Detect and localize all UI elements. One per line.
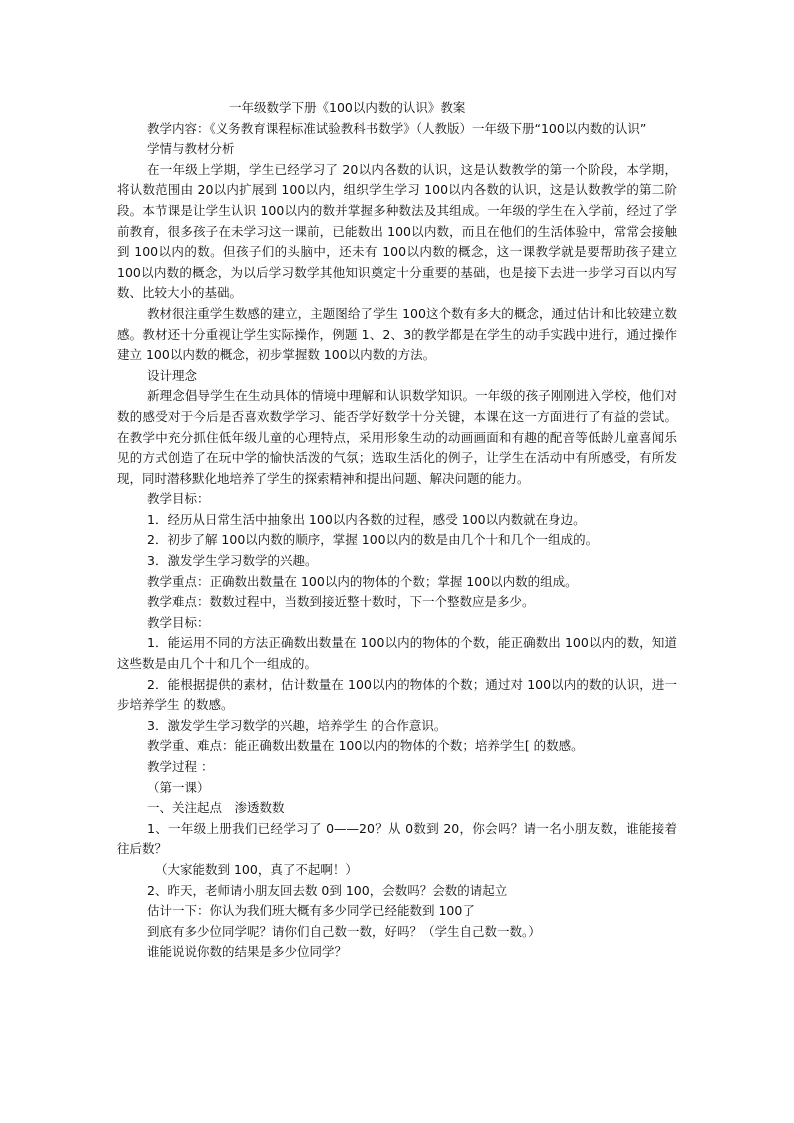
section-heading: 一、关注起点 渗透数数 <box>147 800 285 816</box>
list-item: 2．初步了解 100以内数的顺序，掌握 100以内的数是由几个十和几个一组成的。 <box>147 532 599 548</box>
list-item: 1．经历从日常生活中抽象出 100以内各数的过程，感受 100以内数就在身边。 <box>147 511 586 527</box>
paragraph: 在一年级上学期，学生已经学习了 20以内各数的认识，这是认数教学的第一个阶段，本学期，将认数范围由 20以内扩展到 100以内，组织学生学习 100以内各数的认识，这是认数教学的第二阶段。本节课是让学生认识 100以内的数并掌握多种数法及其组成。一年级的学生在入学前，经过了学前教育，很多孩子在未学习这一课前，已能数出 100以内数，而且在他们的生活体验中，常常会接触到 100以内的数。但孩子们的头脑中，还未有 100以内数的概念，这一课教学就是要帮助孩子建立 100以内数的概念，为以后学习数学其他知识奠定十分重要的基础，也是接下去进一步学习百以内写数、比较大小的基础。 <box>117 161 677 301</box>
list-item: 2．能根据提供的素材，估计数量在 100以内的物体的个数；通过对 100以内的数的认识，进一步培养学生 的数感。 <box>117 676 677 713</box>
section-heading: 教学过程 ： <box>147 759 214 774</box>
teaching-focus-difficulty: 教学重、难点：能正确数出数量在 100以内的物体的个数；培养学生[ 的数感。 <box>147 738 584 754</box>
section-heading: 教学目标： <box>147 491 210 507</box>
paragraph: 谁能说说你数的结果是多少位同学？ <box>147 944 348 960</box>
paragraph: 教材很注重学生数感的建立，主题图给了学生 100这个数有多大的概念，通过估计和比较建立数感。教材还十分重视让学生实际操作，例题 1、2、3的教学都是在学生的动手实践中进行，通过操作建立 100以内数的概念，初步掌握数 100以内数的方法。 <box>117 305 677 363</box>
paragraph: 到底有多少位同学呢？请你们自己数一数，好吗？（学生自己数一数。） <box>147 923 541 939</box>
list-item: 3．激发学生学习数学的兴趣。 <box>147 553 318 569</box>
document-body <box>117 98 677 963</box>
list-item: 1．能运用不同的方法正确数出数量在 100以内的物体的个数，能正确数出 100以内的数，知道这些数是由几个十和几个一组成的。 <box>117 635 677 672</box>
paragraph: 2、昨天，老师请小朋友回去数 0到 100，会数吗？会数的请起立 <box>147 882 508 898</box>
section-heading: 教学目标： <box>147 614 210 630</box>
document-title: 一年级数学下册《100以内数的认识》教案 <box>229 100 466 115</box>
paragraph: 新理念倡导学生在生动具体的情境中理解和认识数学知识。一年级的孩子刚刚进入学校，他们对数的感受对于今后是否喜欢数学学习、能否学好数学十分关键，本课在这一方面进行了有益的尝试。在教学中充分抓住低年级儿童的心理特点，采用形象生动的动画画面和有趣的配音等低龄儿童喜闻乐见的方式创造了在玩中学的愉快活泼的气氛；选取生活化的例子，让学生在活动中有所感受，有所发现，同时潜移默化地培养了学生的探索精神和提出问题、解决问题的能力。 <box>117 388 677 486</box>
lesson-label: （第一课） <box>147 779 210 795</box>
section-heading: 设计理念 <box>147 367 198 383</box>
paragraph: （大家能数到 100，真了不起啊！） <box>155 861 358 877</box>
teaching-difficulty: 教学难点：数数过程中，当数到接近整十数时，下一个整数应是多少。 <box>147 594 535 610</box>
paragraph: 1、一年级上册我们已经学习了 0——20？从 0数到 20，你会吗？请一名小朋友数，谁能接着往后数？ <box>117 820 677 857</box>
teaching-focus: 教学重点：正确数出数量在 100以内的物体的个数；掌握 100以内数的组成。 <box>147 573 578 589</box>
list-item: 3．激发学生学习数学的兴趣，培养学生 的合作意识。 <box>147 717 447 733</box>
section-heading: 学情与教材分析 <box>147 141 235 157</box>
paragraph: 估计一下：你认为我们班大概有多少同学已经能数到 100了 <box>147 903 475 919</box>
teaching-content: 教学内容：《义务教育课程标准试验教科书数学》（人教版）一年级下册“100以内数的认识” <box>147 120 647 136</box>
